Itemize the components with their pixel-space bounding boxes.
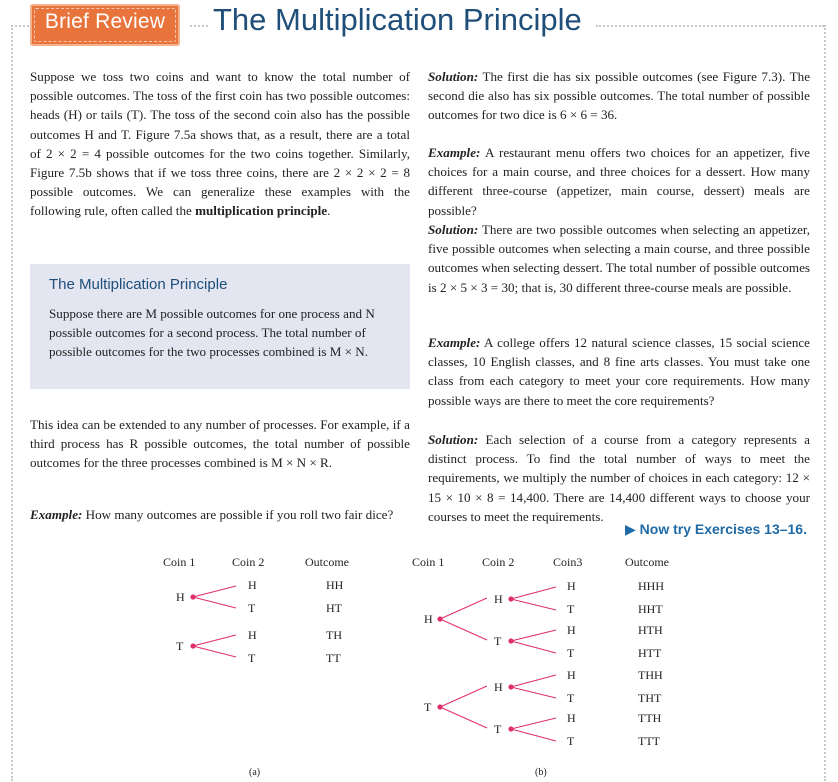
- fig-a-l2-1: H: [248, 578, 257, 592]
- menu-solution-text: There are two possible outcomes when selecting an appetizer, five possible outcomes when selecting a main course, and three possible outcomes when selecting dessert. The total number of possible outcomes is 2 × 5 × 3 = 30; that is, 30 different three-course meals are possible.: [428, 222, 810, 295]
- fig-b-l3-1: H: [567, 579, 576, 593]
- intro-end: .: [327, 203, 331, 219]
- fig-b-outcome-2: HHT: [638, 602, 663, 616]
- fig-b-outcome-5: THH: [638, 668, 663, 682]
- fig-b-header-coin2: Coin 2: [482, 555, 515, 569]
- dice-example-label: Example:: [30, 507, 83, 522]
- fig-a-header-coin2: Coin 2: [232, 555, 265, 569]
- fig-a-branch-3: [193, 635, 236, 646]
- badge-label: Brief Review: [44, 10, 166, 33]
- fig-b-caption: (b): [535, 767, 547, 778]
- dice-solution-label: Solution:: [428, 69, 479, 84]
- fig-b-branch-h-h: [440, 598, 487, 619]
- fig-b-header-outcome: Outcome: [625, 555, 669, 569]
- principle-box-body: Suppose there are M possible outcomes for one process and N possible outcomes for a second process. The total number of possible outcomes for the two processes combined is M × N.: [49, 306, 375, 360]
- intro-text: Suppose we toss two coins and want to know the total number of possible outcomes. The toss of the first coin has two possible outcomes: heads (H) or tails (T). The toss of the second coin also has the possible outcomes H and T. Figure 7.5a shows that, as a result, there are a total of 2 × 2 = 4 possible outcomes for the two coins together. Similarly, Figure 7.5b shows that if we toss three coins, there are 2 × 2 × 2 = 8 possible outcomes. We can generalize these examples with the following rule, often called the: [30, 69, 410, 219]
- fig-a-caption: (a): [249, 767, 261, 778]
- fig-b-l2-3: H: [494, 680, 503, 694]
- fig-b-branch-3-1: [511, 587, 556, 599]
- fig-a-header-outcome: Outcome: [305, 555, 349, 569]
- fig-b-l3-7: H: [567, 711, 576, 725]
- fig-b-branch-t-t: [440, 707, 487, 728]
- fig-b-l2-1: H: [494, 592, 503, 606]
- fig-b-l3-5: H: [567, 668, 576, 682]
- menu-example-label: Example:: [428, 145, 481, 160]
- fig-a-branch-4: [193, 646, 236, 657]
- fig-a-outcome-3: TH: [326, 628, 342, 642]
- fig-a-branch-2: [193, 597, 236, 608]
- fig-b-header-coin3: Coin3: [553, 555, 583, 569]
- fig-b-l2-2: T: [494, 634, 502, 648]
- fig-b-branch-3-2: [511, 599, 556, 610]
- fig-b-outcome-6: THT: [638, 691, 662, 705]
- extension-text: This idea can be extended to any number of processes. For example, if a third process has R possible outcomes, the total number of possible outcomes for the three processes combined is M × N × R.: [30, 417, 410, 471]
- fig-a-l1-t: T: [176, 639, 184, 653]
- fig-a-outcome-4: TT: [326, 651, 341, 665]
- fig-b-outcome-1: HHH: [638, 579, 664, 593]
- fig-b-branch-3-6: [511, 687, 556, 698]
- fig-b-branch-3-7: [511, 718, 556, 729]
- fig-b-branch-t-h: [440, 686, 487, 707]
- fig-b-branch-3-3: [511, 630, 556, 641]
- fig-b-l3-6: T: [567, 691, 575, 705]
- menu-solution-label: Solution:: [428, 222, 479, 237]
- fig-b-l1-h: H: [424, 612, 433, 626]
- fig-a-l1-h: H: [176, 590, 185, 604]
- dice-solution-text: The first die has six possible outcomes (see Figure 7.3). The second die also has six possible outcomes. The total number of possible outcomes for two dice is 6 × 6 = 36.: [428, 69, 810, 123]
- menu-example-text: A restaurant menu offers two choices for an appetizer, five choices for a main course, and three choices for a dessert. How many different three-course (appetizer, main course, dessert) meals are possible?: [428, 145, 810, 218]
- fig-b-branch-3-8: [511, 729, 556, 741]
- multiplication-principle-term: multiplication principle: [195, 203, 328, 219]
- college-solution-label: Solution:: [428, 432, 479, 447]
- fig-b-l3-2: T: [567, 602, 575, 616]
- fig-b-l3-8: T: [567, 734, 575, 748]
- fig-a-header-coin1: Coin 1: [163, 555, 196, 569]
- figure-b: [412, 555, 669, 778]
- fig-a-l2-4: T: [248, 651, 256, 665]
- college-example-label: Example:: [428, 335, 481, 350]
- fig-b-header-coin1: Coin 1: [412, 555, 445, 569]
- fig-b-outcome-3: HTH: [638, 623, 663, 637]
- fig-b-l3-4: T: [567, 646, 575, 660]
- fig-b-l3-3: H: [567, 623, 576, 637]
- college-solution-text: Each selection of a course from a category represents a distinct process. To find the total number of ways to meet the requirements, we multiply the number of choices in each category: 12 × 15 × 10 × 8 = 14,400. There are 14,400 different ways to choose your courses to meet the requirements.: [428, 432, 810, 524]
- dice-example-text: How many outcomes are possible if you roll two fair dice?: [82, 507, 394, 522]
- college-example-text: A college offers 12 natural science classes, 15 social science classes, 10 English classes, and 8 fine arts classes. You must take one class from each category to meet your core requirements. How many possible ways are there to meet the core requirements?: [428, 335, 810, 408]
- fig-b-l2-4: T: [494, 722, 502, 736]
- fig-a-branch-1: [193, 586, 236, 597]
- fig-a-outcome-1: HH: [326, 578, 344, 592]
- figure-a: [163, 555, 349, 778]
- fig-a-l2-3: H: [248, 628, 257, 642]
- now-try-exercises-link[interactable]: ▶ Now try Exercises 13–16.: [625, 521, 807, 537]
- fig-a-outcome-2: HT: [326, 601, 342, 615]
- page-title: The Multiplication Principle: [213, 2, 582, 37]
- fig-a-l2-2: T: [248, 601, 256, 615]
- fig-b-outcome-7: TTH: [638, 711, 662, 725]
- fig-b-branch-3-5: [511, 675, 556, 687]
- principle-box-title: The Multiplication Principle: [49, 276, 228, 293]
- fig-b-outcome-8: TTT: [638, 734, 660, 748]
- fig-b-branch-h-t: [440, 619, 487, 640]
- fig-b-outcome-4: HTT: [638, 646, 662, 660]
- fig-b-l1-t: T: [424, 700, 432, 714]
- fig-b-branch-3-4: [511, 641, 556, 653]
